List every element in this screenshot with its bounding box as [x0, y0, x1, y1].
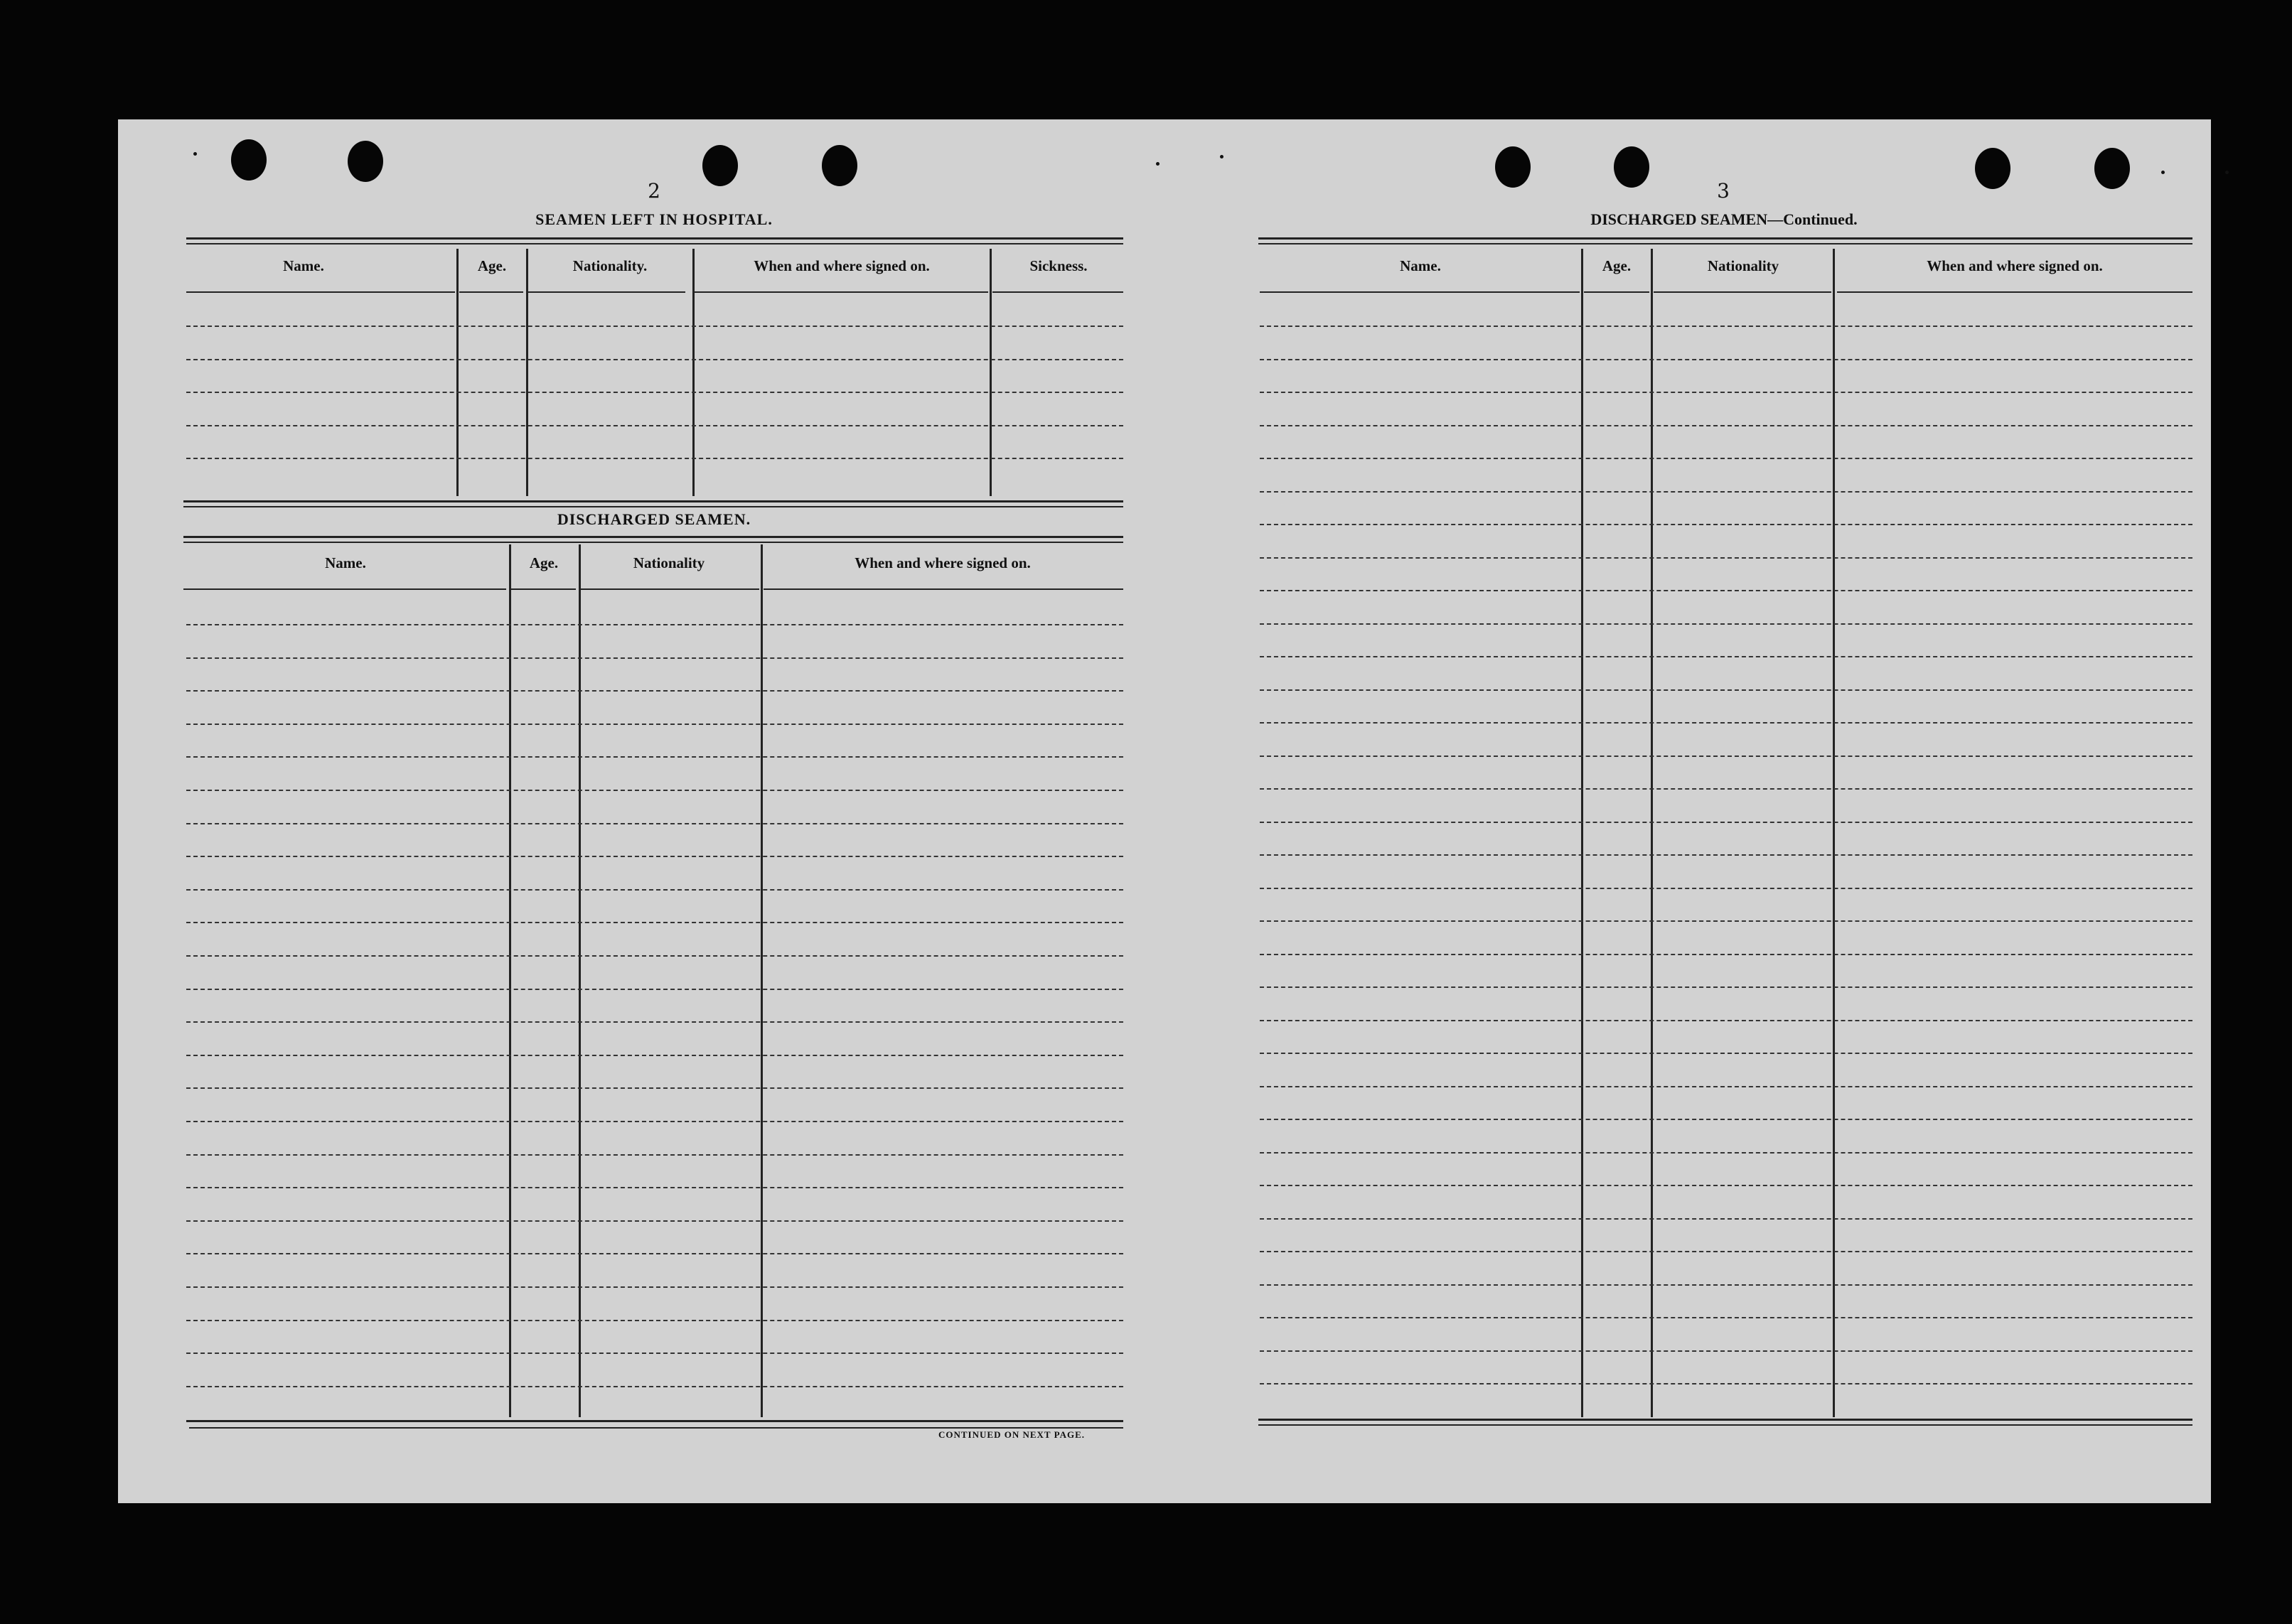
dotted-row-line [1260, 425, 2192, 426]
punch-hole [1975, 148, 2010, 189]
rule-line [1258, 237, 2192, 240]
rule-line [1260, 291, 1580, 293]
dotted-row-line [186, 690, 1123, 692]
column-divider [1651, 249, 1653, 1417]
rule-line [183, 542, 1123, 543]
dotted-row-line [1260, 1383, 2192, 1384]
dotted-row-line [186, 856, 1123, 857]
hospital-col-nationality: Nationality. [572, 257, 648, 274]
dotted-row-line [1260, 822, 2192, 823]
dotted-row-line [1260, 888, 2192, 889]
ledger-sheet [118, 119, 2211, 1503]
hospital-col-sickness: Sickness. [1029, 257, 1088, 274]
dotted-row-line [186, 989, 1123, 990]
dotted-row-line [1260, 557, 2192, 559]
dotted-row-line [1260, 1086, 2192, 1087]
rule-line [1654, 291, 1831, 293]
dotted-row-line [186, 1087, 1123, 1089]
punch-hole [1495, 146, 1531, 188]
dotted-row-line [1260, 1317, 2192, 1318]
hospital-col-signed-on: When and where signed on. [754, 257, 930, 274]
dotted-row-line [1260, 689, 2192, 691]
discharged-col-name: Name. [325, 554, 366, 571]
dotted-row-line [1260, 656, 2192, 657]
dust-speck [1156, 162, 1160, 166]
continued-col-signed-on: When and where signed on. [1927, 257, 2103, 274]
dotted-row-line [186, 1353, 1123, 1354]
rule-line [183, 500, 1123, 502]
hospital-col-age: Age. [477, 257, 507, 274]
punch-hole [348, 141, 383, 182]
dotted-row-line [186, 425, 1123, 426]
dotted-row-line [186, 1253, 1123, 1254]
dotted-row-line [186, 823, 1123, 824]
dotted-row-line [1260, 920, 2192, 922]
dotted-row-line [1260, 359, 2192, 360]
rule-line [1837, 291, 2192, 293]
hospital-section-title: SEAMEN LEFT IN HOSPITAL. [535, 210, 773, 228]
left-page-number: 2 [648, 179, 660, 203]
continued-col-age: Age. [1602, 257, 1632, 274]
dotted-row-line [1260, 854, 2192, 856]
dotted-row-line [1260, 1218, 2192, 1220]
right-page-number: 3 [1717, 179, 1730, 203]
dotted-row-line [186, 1154, 1123, 1156]
dotted-row-line [186, 724, 1123, 725]
dotted-row-line [1260, 458, 2192, 459]
dust-speck [2161, 171, 2165, 174]
dotted-row-line [1260, 722, 2192, 724]
dotted-row-line [1260, 491, 2192, 493]
dotted-row-line [186, 1021, 1123, 1023]
dotted-row-line [186, 359, 1123, 360]
discharged-col-signed-on: When and where signed on. [855, 554, 1031, 571]
dotted-row-line [1260, 1251, 2192, 1252]
dotted-row-line [186, 326, 1123, 327]
punch-hole [2094, 148, 2130, 189]
dotted-row-line [186, 889, 1123, 891]
dotted-row-line [186, 756, 1123, 758]
dotted-row-line [186, 1187, 1123, 1188]
dotted-row-line [1260, 1119, 2192, 1120]
rule-line [186, 1420, 1123, 1422]
dotted-row-line [186, 1220, 1123, 1222]
discharged-section-title: DISCHARGED SEAMEN. [557, 510, 751, 528]
dotted-row-line [186, 1386, 1123, 1387]
column-divider [1833, 249, 1835, 1417]
rule-line [1258, 1419, 2192, 1421]
dotted-row-line [1260, 623, 2192, 625]
rule-line [992, 291, 1123, 293]
punch-hole [822, 145, 857, 186]
discharged-col-nationality: Nationality [633, 554, 705, 571]
rule-line [764, 588, 1123, 590]
dotted-row-line [1260, 1152, 2192, 1154]
rule-line [1258, 243, 2192, 244]
dotted-row-line [186, 955, 1123, 957]
rule-line [528, 291, 685, 293]
continued-col-name: Name. [1400, 257, 1441, 274]
rule-line [1258, 1424, 2192, 1426]
rule-line [580, 588, 759, 590]
dotted-row-line [186, 657, 1123, 659]
dust-speck [2225, 171, 2229, 174]
hospital-col-name: Name. [283, 257, 324, 274]
dotted-row-line [1260, 755, 2192, 757]
discharged-col-age: Age. [529, 554, 559, 571]
dotted-row-line [1260, 392, 2192, 393]
dotted-row-line [1260, 986, 2192, 988]
dotted-row-line [186, 392, 1123, 393]
punch-hole [231, 139, 267, 181]
dotted-row-line [186, 790, 1123, 791]
rule-line [183, 536, 1123, 538]
rule-line [186, 237, 1123, 240]
dotted-row-line [1260, 524, 2192, 525]
punch-hole [1614, 146, 1649, 188]
discharged-continued-title: DISCHARGED SEAMEN—Continued. [1590, 210, 1858, 228]
dotted-row-line [186, 458, 1123, 459]
dotted-row-line [1260, 1053, 2192, 1054]
column-divider [1581, 249, 1583, 1417]
dotted-row-line [1260, 590, 2192, 591]
rule-line [186, 291, 455, 293]
dotted-row-line [186, 624, 1123, 625]
rule-line [183, 588, 506, 590]
rule-line [183, 506, 1123, 507]
dust-speck [1220, 155, 1223, 158]
dotted-row-line [1260, 1350, 2192, 1352]
rule-line [1584, 291, 1649, 293]
dotted-row-line [186, 1286, 1123, 1288]
dotted-row-line [186, 922, 1123, 923]
rule-line [186, 243, 1123, 244]
rule-line [694, 291, 988, 293]
dotted-row-line [1260, 326, 2192, 327]
continued-footer: CONTINUED ON NEXT PAGE. [938, 1429, 1085, 1440]
punch-hole [702, 145, 738, 186]
dotted-row-line [1260, 1284, 2192, 1286]
dust-speck [193, 152, 197, 156]
dotted-row-line [1260, 954, 2192, 955]
dotted-row-line [186, 1055, 1123, 1056]
dotted-row-line [1260, 1020, 2192, 1021]
continued-col-nationality: Nationality [1707, 257, 1779, 274]
dotted-row-line [186, 1320, 1123, 1321]
dotted-row-line [1260, 1185, 2192, 1186]
dotted-row-line [186, 1121, 1123, 1122]
rule-line [459, 291, 523, 293]
dotted-row-line [1260, 788, 2192, 790]
rule-line [510, 588, 576, 590]
rule-line [189, 1427, 1123, 1429]
